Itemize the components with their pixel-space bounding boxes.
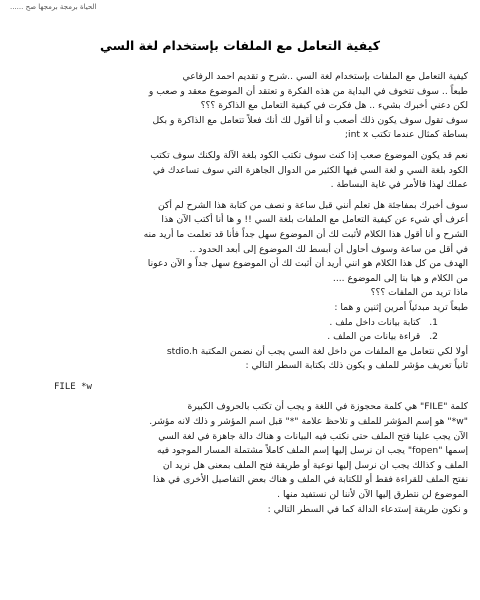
list-text: كتابة بيانات داخل ملف .	[329, 316, 421, 328]
numbered-list	[12, 316, 468, 345]
paragraph-line: سوف تقول سوف يكون ذلك أصعب و أنا أقول لك أنك فعلاً تتعامل مع الذاكرة و بكل	[152, 114, 468, 126]
paragraph-line: الهدف من كل هذا الكلام هو انني أريد أن أثبت لك أن الموضوع سهل جداً و الآن دعونا	[147, 258, 468, 270]
paragraph-line: إسمها "fopen" يجب ان نرسل إليها إسم الملف كاملاً مشتملة المسار الموجود فيه	[157, 445, 468, 457]
paragraph-line: في أقل من ساعة وسوف أحاول أن أبسط لك الموضوع إلى أبعد الحدود ..	[189, 243, 468, 255]
paragraph-line: نفتح الملف للقراءة فقط أو للكتابة في الملف و هناك بعض التفاصيل الأخرى في هذا	[152, 474, 468, 486]
paragraph-line: "w*" هو إسم المؤشر للملف و تلاحظ علامة "*" قبل اسم المؤشر و ذلك لانه مؤشر.	[149, 416, 468, 428]
paragraph-line: أولا لكي نتعامل مع الملفات من داخل لغة السي يجب أن نضمن المكتبة stdio.h	[166, 345, 468, 357]
list-item	[12, 316, 438, 331]
paragraph-line: الآن يجب علينا فتح الملف حتى نكتب فيه البيانات و هناك دالة جاهزة في لغة السي	[158, 430, 468, 442]
paragraph-line: عملك لهذا فالأمر في غاية البساطة .	[330, 179, 468, 191]
paragraph-line: الموضوع لن نتطرق إليها الآن لأننا لن نستفيد منها .	[277, 489, 468, 501]
list-item	[12, 330, 438, 345]
paragraph-line: كلمة "FILE" هي كلمة محجوزة في اللغة و يجب أن تكتب بالحروف الكبيرة	[187, 401, 468, 413]
paragraph-line: ماذا تريد من الملفات ؟؟؟	[370, 287, 468, 299]
paragraph-line: طبعاً تريد مبدئياً أمرين إثنين و هما :	[334, 301, 468, 313]
list-text: قراءة بيانات من الملف .	[327, 331, 421, 343]
paragraph-line: لكن دعني أخبرك بشيء .. هل فكرت في كيفية التعامل مع الذاكرة ؟؟؟	[200, 100, 468, 112]
paragraph-line: و نكون طريقة إستدعاء الدالة كما في السطر التالي :	[267, 503, 468, 515]
paragraph-line: أعرف أي شيء عن كيفية التعامل مع الملفات بلغة السي !! و ها أنا أكتب الآن هذا	[161, 214, 468, 226]
paragraph-line: ثانياً تعريف مؤشر للملف و يكون ذلك بكتابة السطر التالي :	[245, 360, 468, 372]
intro-line: كيفية التعامل مع الملفات بإستخدام لغة السي ..شرح و تقديم احمد الرفاعي	[182, 71, 468, 82]
paragraph-line: من الكلام و هيا بنا إلى الموضوع ....	[332, 272, 468, 284]
paragraph-line: سوف أخبرك بمفاجئة هل تعلم أنني قبل ساعة و نصف من كتابة هذا الشرح لم أكن	[157, 199, 468, 211]
paragraph-line: بساطة كمثال عندما تكتب int x;	[344, 129, 468, 141]
document-body	[12, 70, 468, 517]
paragraph-line: الملف و كذالك يجب ان نرسل إليها نوعية أو طريقة فتح الملف بمعنى هل نريد ان	[162, 459, 468, 471]
list-number: 2.	[429, 331, 438, 343]
document-title: كيفية التعامل مع الملفات بإستخدام لغة السي	[99, 38, 380, 53]
code-snippet: FILE *w	[54, 381, 92, 392]
header-note: الحياة برمجة برمجها صح ......	[10, 3, 97, 11]
paragraph-line: الكود بلغة السي و لغة السي فيها الكثير من الدوال الجاهزة التي سوف تساعدك في	[152, 164, 468, 176]
paragraph-line: الشرح و أنا أقول هذا الكلام لأثبت لك أن الموضوع سهل جداً فأنا قد تعلمت ما أريد منه	[143, 228, 468, 240]
list-number: 1.	[429, 316, 438, 328]
paragraph-line: نعم قد يكون الموضوع صعب إذا كنت سوف تكتب الكود بلغة الآلة ولكنك سوف تكتب	[150, 149, 468, 161]
paragraph-line: طبعاً .. سوف تتخوف في البداية من هذه الفكرة و تعتقد أن الموضوع معقد و صعب و	[148, 85, 468, 97]
